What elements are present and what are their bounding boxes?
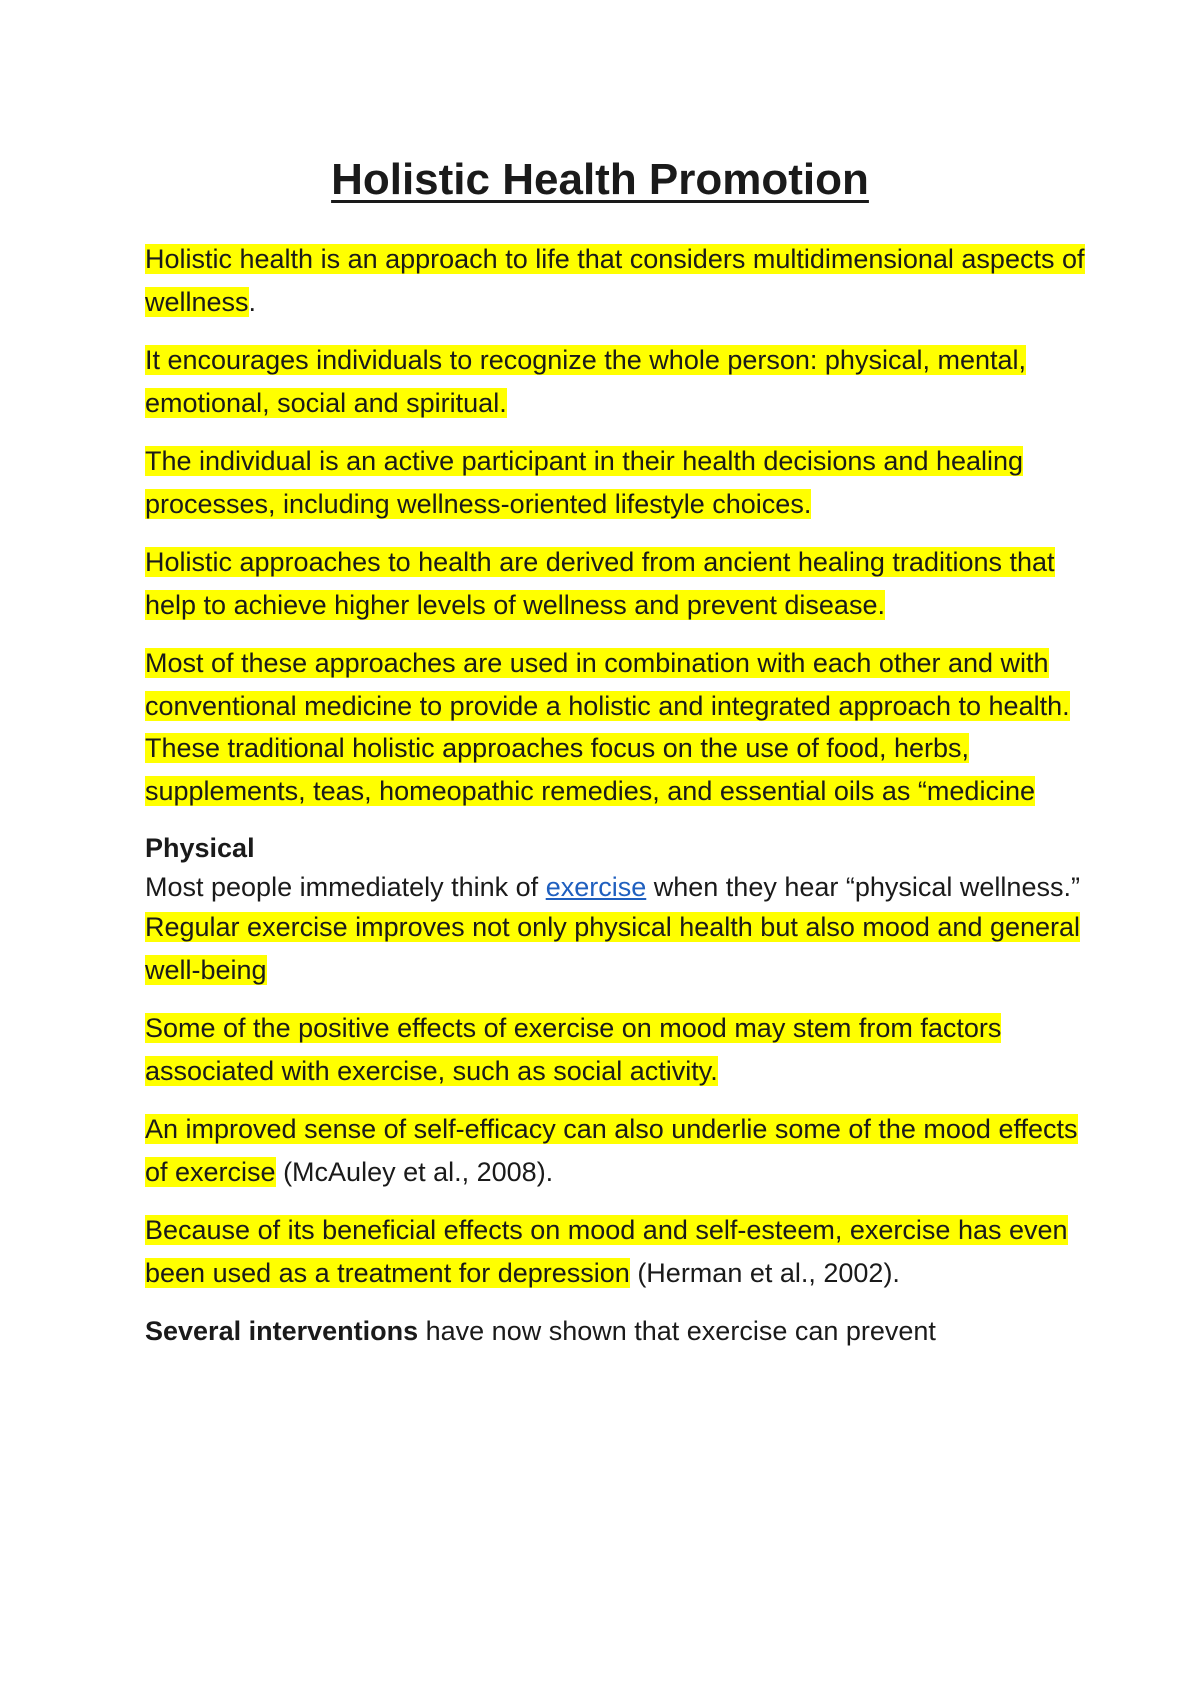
- paragraph-rest: have now shown that exercise can prevent: [418, 1316, 936, 1346]
- highlighted-text: Holistic health is an approach to life that considers multidimensional aspects of wellness: [145, 244, 1085, 317]
- paragraph-physical-intro: [145, 868, 1090, 906]
- highlighted-text: Holistic approaches to health are derived from ancient healing traditions that help to achieve higher levels of wellness and prevent disease.: [145, 547, 1055, 620]
- citation: (McAuley et al., 2008).: [275, 1156, 554, 1187]
- highlighted-text: Because of its beneficial effects on mood and self-esteem, exercise has even been used as a treatment for depression: [145, 1215, 1068, 1288]
- highlighted-text: The individual is an active participant in their health decisions and healing processes, including wellness-oriented lifestyle choices.: [145, 446, 1024, 519]
- document-title: Holistic Health Promotion: [331, 155, 869, 204]
- citation: (Herman et al., 2002).: [629, 1257, 900, 1288]
- highlighted-text: It encourages individuals to recognize the whole person: physical, mental, emotional, social and spiritual.: [145, 345, 1027, 418]
- paragraph-ancient-traditions: [145, 541, 1090, 626]
- paragraph-positive-effects: [145, 1007, 1090, 1092]
- paragraph-combination-approaches: [145, 642, 1090, 812]
- paragraph-self-efficacy: [145, 1108, 1090, 1193]
- section-heading-physical: Physical: [145, 833, 255, 863]
- highlighted-text: Most of these approaches are used in combination with each other and with conventional medicine to provide a holistic and integrated approach to health. These traditional holistic approaches focus on the use of food, herbs, supplements, teas, homeopathic remedies, and essential oils as “medicine: [145, 648, 1070, 806]
- paragraph-depression-treatment: [145, 1209, 1090, 1294]
- paragraph-several-interventions: [145, 1310, 1090, 1353]
- highlighted-text: Some of the positive effects of exercise on mood may stem from factors associated with exercise, such as social activity.: [145, 1013, 1002, 1086]
- highlighted-text: An improved sense of self-efficacy can also underlie some of the mood effects of exercise: [145, 1114, 1078, 1187]
- paragraph-regular-exercise: [145, 906, 1090, 991]
- intro-text-after: when they hear “physical wellness.”: [646, 872, 1080, 902]
- paragraph-active-participant: [145, 440, 1090, 525]
- highlighted-text: Regular exercise improves not only physical health but also mood and general well-being: [145, 912, 1081, 985]
- document-body: [145, 238, 1090, 1369]
- intro-text-before: Most people immediately think of: [145, 872, 546, 902]
- paragraph-tail: .: [248, 286, 257, 317]
- exercise-link[interactable]: exercise: [545, 872, 647, 902]
- bold-text: Several interventions: [145, 1316, 419, 1346]
- paragraph-holistic-definition: [145, 238, 1090, 323]
- paragraph-whole-person: [145, 339, 1090, 424]
